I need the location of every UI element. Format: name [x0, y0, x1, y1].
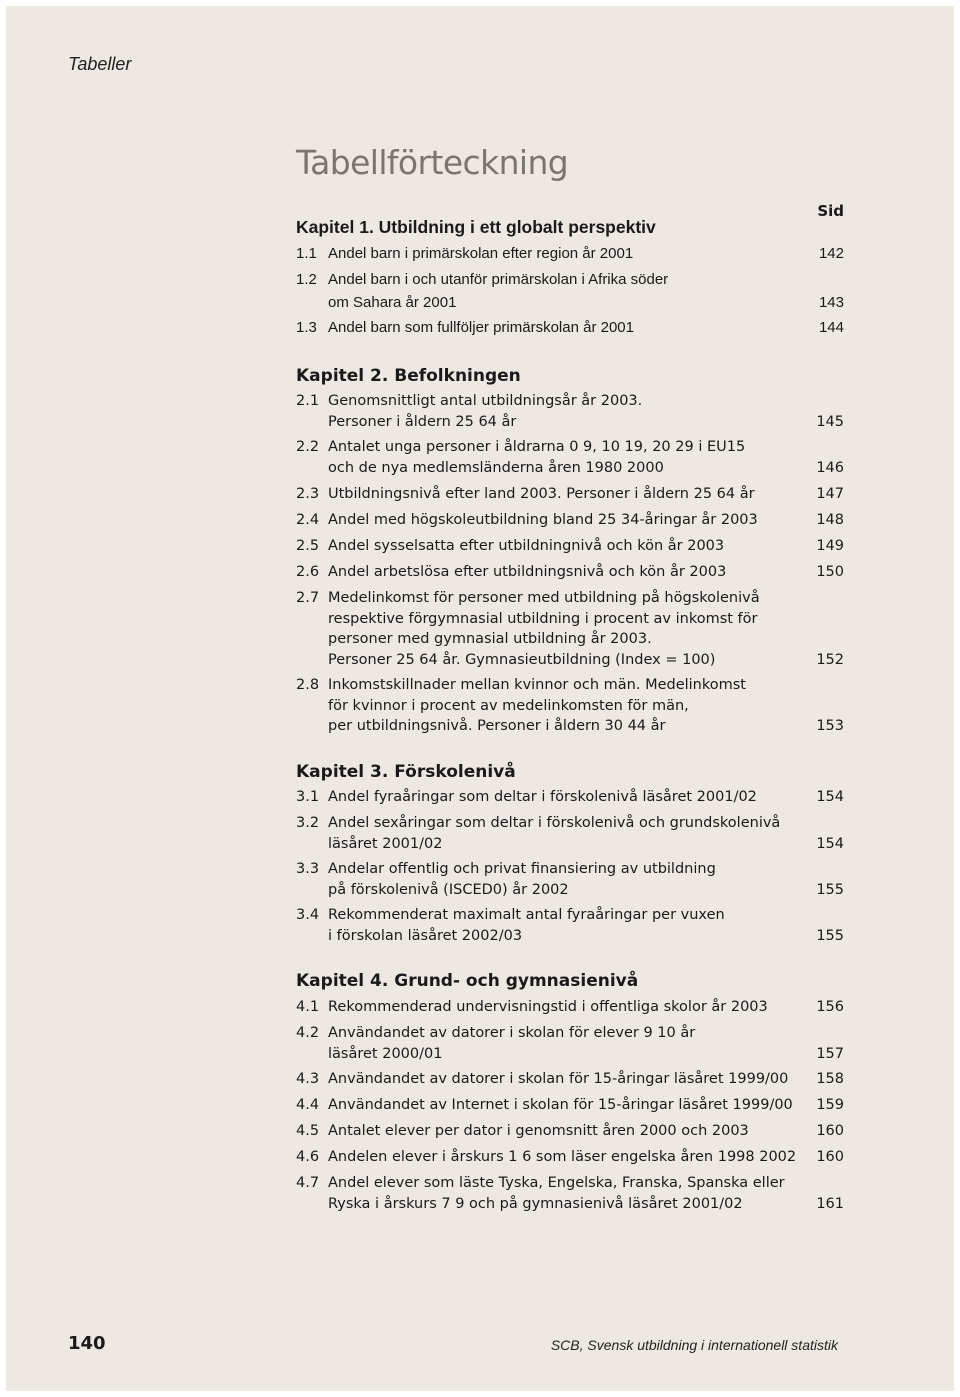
table-title-text: Andel sexåringar som deltar i förskolenivå och grundskolenivå — [328, 815, 781, 831]
page-ref: 154 — [816, 789, 844, 805]
page-ref: 155 — [816, 881, 844, 898]
table-title-text: Personer 25 64 år. Gymnasieutbildning (Index = 100) — [328, 651, 716, 668]
page-ref: 144 — [818, 319, 844, 336]
toc-entry-line — [296, 484, 844, 505]
page-ref: 150 — [816, 564, 844, 580]
table-number: 4.6 — [296, 1149, 320, 1165]
toc-entry-line — [296, 1121, 844, 1142]
toc-entry-line — [296, 905, 844, 926]
table-number: 1.1 — [296, 245, 317, 262]
toc-entry-line — [296, 510, 844, 531]
table-title-text: per utbildningsnivå. Personer i åldern 30 44 år — [328, 718, 666, 734]
toc-entry-line — [296, 536, 844, 557]
toc-entry[interactable] — [296, 1095, 844, 1116]
page-ref: 145 — [816, 413, 844, 430]
toc-entry[interactable] — [296, 1173, 844, 1214]
table-number: 3.3 — [296, 861, 320, 877]
page-ref: 156 — [816, 999, 844, 1015]
page-ref: 158 — [816, 1071, 844, 1087]
toc-entry[interactable] — [296, 588, 844, 670]
toc-entry[interactable] — [296, 1147, 844, 1168]
toc-entry-line — [296, 880, 844, 901]
table-title-text: respektive förgymnasial utbildning i procent av inkomst för — [328, 610, 758, 627]
toc-entry-line — [296, 926, 844, 947]
toc-entry-line — [296, 1069, 844, 1090]
table-number: 2.3 — [296, 486, 320, 502]
table-title-text: Andel barn som fullföljer primärskolan år 2001 — [328, 319, 634, 336]
page-ref: 155 — [816, 927, 844, 944]
page-title: Tabellförteckning — [296, 143, 569, 182]
table-number: 4.4 — [296, 1097, 320, 1113]
toc-entry-line — [296, 1173, 844, 1194]
chapter-heading: Kapitel 3. Förskolenivå — [296, 762, 516, 782]
table-title-text: Personer i åldern 25 64 år — [328, 413, 517, 430]
chapter-heading: Kapitel 4. Grund- och gymnasienivå — [296, 971, 639, 991]
toc-entry[interactable] — [296, 268, 844, 314]
toc-entry-line — [296, 813, 844, 834]
toc-entry[interactable] — [296, 391, 844, 432]
table-number: 1.2 — [296, 271, 317, 288]
table-title-text: Andelen elever i årskurs 1 6 som läser engelska åren 1998 2002 — [328, 1149, 797, 1165]
table-number: 3.1 — [296, 789, 320, 805]
table-title-text: Användandet av datorer i skolan för 15-åringar läsåret 1999/00 — [328, 1071, 789, 1087]
toc-entry-line — [296, 1095, 844, 1116]
table-title-text: Rekommenderad undervisningstid i offentliga skolor år 2003 — [328, 999, 768, 1015]
toc-entry[interactable] — [296, 242, 844, 265]
toc-entry[interactable] — [296, 510, 844, 531]
toc-entry-line — [296, 391, 844, 412]
page-number: 140 — [68, 1333, 106, 1354]
table-number: 2.6 — [296, 564, 320, 580]
table-number: 2.5 — [296, 538, 320, 554]
table-title-text: Rekommenderat maximalt antal fyraåringar per vuxen — [328, 907, 725, 923]
footer-source: SCB, Svensk utbildning i internationell statistik — [550, 1337, 838, 1353]
table-number: 3.4 — [296, 907, 320, 923]
toc-entry[interactable] — [296, 859, 844, 900]
toc-entry-line — [296, 609, 844, 630]
page-ref: 148 — [816, 512, 844, 528]
toc-entry[interactable] — [296, 437, 844, 478]
page-ref: 152 — [816, 651, 844, 668]
table-number: 2.4 — [296, 512, 320, 528]
toc-entry-line — [296, 1044, 844, 1065]
table-title-text: i förskolan läsåret 2002/03 — [328, 927, 523, 944]
toc-entry[interactable] — [296, 1121, 844, 1142]
toc-entry[interactable] — [296, 1069, 844, 1090]
table-number: 3.2 — [296, 815, 320, 831]
table-title-text: Inkomstskillnader mellan kvinnor och män. Medelinkomst — [328, 677, 746, 693]
page-ref: 142 — [818, 245, 844, 262]
table-title-text: läsåret 2001/02 — [328, 835, 443, 852]
toc-entry-line — [296, 650, 844, 671]
table-title-text: Andel sysselsatta efter utbildningnivå och kön år 2003 — [328, 538, 725, 554]
toc-entry-line — [296, 696, 844, 717]
table-number: 4.7 — [296, 1175, 320, 1191]
page — [6, 6, 954, 1391]
toc-entry-line — [296, 675, 844, 696]
toc-entry[interactable] — [296, 316, 844, 339]
page-ref: 147 — [816, 486, 844, 502]
toc-entry-line — [296, 629, 844, 650]
toc-entry-line — [296, 1147, 844, 1168]
toc-entry[interactable] — [296, 536, 844, 557]
table-number: 2.2 — [296, 439, 320, 455]
chapter-heading: Kapitel 2. Befolkningen — [296, 366, 521, 386]
page-ref: 146 — [816, 459, 844, 476]
table-number: 4.5 — [296, 1123, 320, 1139]
table-number: 4.1 — [296, 999, 320, 1015]
table-title-text: personer med gymnasial utbildning år 2003. — [328, 631, 652, 647]
toc-entry[interactable] — [296, 787, 844, 808]
toc-entry[interactable] — [296, 905, 844, 946]
page-ref: 153 — [816, 718, 844, 734]
table-title-text: Andel med högskoleutbildning bland 25 34-åringar år 2003 — [328, 512, 758, 528]
page-ref: 160 — [816, 1149, 844, 1165]
table-number: 2.7 — [296, 590, 320, 606]
table-number: 4.2 — [296, 1025, 320, 1041]
table-title-text: Antalet elever per dator i genomsnitt åren 2000 och 2003 — [328, 1123, 749, 1139]
table-title-text: Andelar offentlig och privat finansiering av utbildning — [328, 861, 716, 877]
toc-entry-line — [296, 562, 844, 583]
page-ref: 159 — [816, 1097, 844, 1113]
toc-entry[interactable] — [296, 813, 844, 854]
toc-entry-line — [296, 458, 844, 479]
toc-entry-line — [296, 997, 844, 1018]
table-title-text: läsåret 2000/01 — [328, 1045, 443, 1062]
page-ref: 143 — [818, 294, 844, 311]
table-title-text: Andel arbetslösa efter utbildningsnivå och kön år 2003 — [328, 564, 727, 580]
toc-entry-line — [296, 859, 844, 880]
toc-entry-line — [296, 242, 844, 265]
toc-entry-line — [296, 412, 844, 433]
page-ref: 160 — [816, 1123, 844, 1139]
page-ref: 149 — [816, 538, 844, 554]
page-ref: 154 — [816, 835, 844, 852]
table-title-text: Andel barn i primärskolan efter region år 2001 — [328, 245, 634, 262]
toc-entry[interactable] — [296, 484, 844, 505]
toc-entry[interactable] — [296, 675, 844, 737]
table-title-text: Användandet av datorer i skolan för elever 9 10 år — [328, 1025, 696, 1041]
table-title-text: om Sahara år 2001 — [328, 294, 457, 311]
toc-entry-line — [296, 291, 844, 314]
page-ref: 157 — [816, 1045, 844, 1062]
table-number: 2.8 — [296, 677, 320, 693]
table-title-text: Andel fyraåringar som deltar i förskolenivå läsåret 2001/02 — [328, 789, 757, 805]
table-number: 4.3 — [296, 1071, 320, 1087]
table-title-text: Medelinkomst för personer med utbildning på högskolenivå — [328, 590, 760, 606]
table-title-text: Användandet av Internet i skolan för 15-åringar läsåret 1999/00 — [328, 1097, 793, 1113]
table-title-text: Genomsnittligt antal utbildningsår år 2003. — [328, 393, 643, 409]
toc-entry-line — [296, 1194, 844, 1215]
table-number: 1.3 — [296, 319, 317, 336]
toc-entry-line — [296, 834, 844, 855]
table-title-text: Ryska i årskurs 7 9 och på gymnasienivå läsåret 2001/02 — [328, 1195, 743, 1212]
page-column-header: Sid — [817, 202, 844, 220]
toc-entry-line — [296, 268, 844, 291]
toc-entry[interactable] — [296, 1023, 844, 1064]
toc-entry[interactable] — [296, 997, 844, 1018]
table-title-text: Antalet unga personer i åldrarna 0 9, 10 19, 20 29 i EU15 — [328, 439, 746, 455]
table-title-text: för kvinnor i procent av medelinkomsten för män, — [328, 697, 689, 714]
running-head: Tabeller — [68, 54, 132, 74]
table-title-text: Andel barn i och utanför primärskolan i Afrika söder — [328, 271, 669, 288]
chapter-heading: Kapitel 1. Utbildning i ett globalt perspektiv — [296, 217, 656, 237]
page-ref: 161 — [816, 1195, 844, 1212]
table-title-text: Utbildningsnivå efter land 2003. Personer i åldern 25 64 år — [328, 486, 755, 502]
table-title-text: och de nya medlemsländerna åren 1980 2000 — [328, 459, 664, 476]
toc-entry-line — [296, 588, 844, 609]
table-title-text: Andel elever som läste Tyska, Engelska, Franska, Spanska eller — [328, 1175, 785, 1191]
toc-entry[interactable] — [296, 562, 844, 583]
toc-entry-line — [296, 437, 844, 458]
table-number: 2.1 — [296, 393, 320, 409]
toc-entry-line — [296, 1023, 844, 1044]
toc-entry-line — [296, 316, 844, 339]
table-title-text: på förskolenivå (ISCED0) år 2002 — [328, 881, 569, 898]
toc-entry-line — [296, 716, 844, 737]
toc-entry-line — [296, 787, 844, 808]
